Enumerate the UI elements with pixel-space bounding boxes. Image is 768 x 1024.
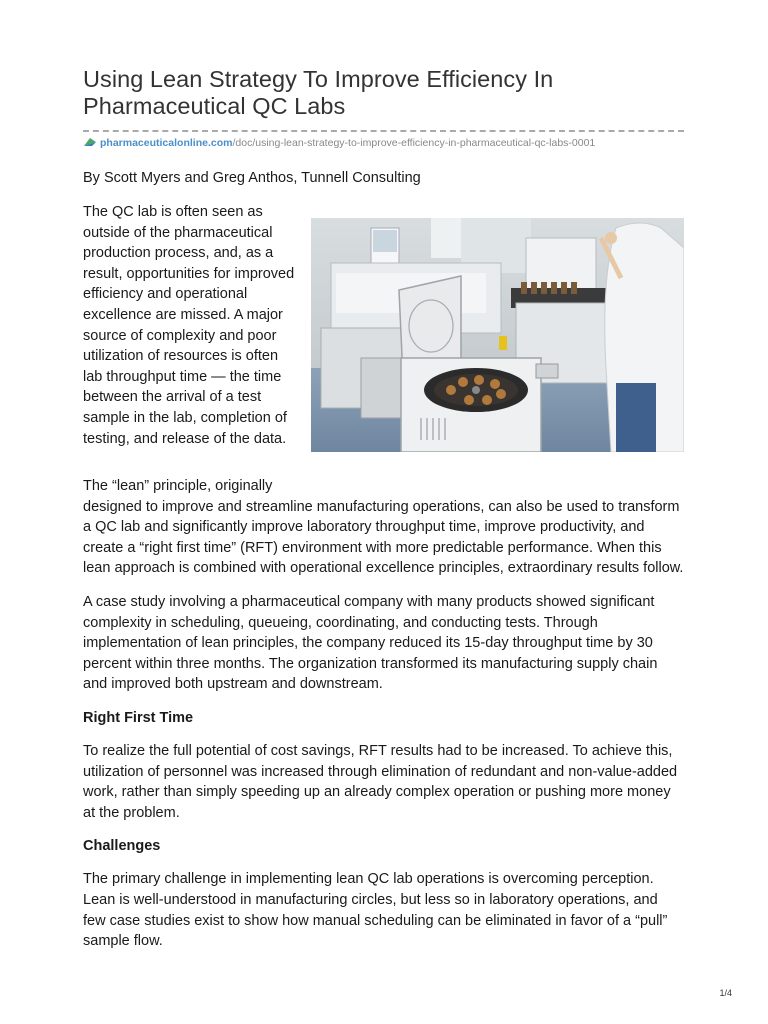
intro-section: [83, 202, 684, 464]
source-path[interactable]: /doc/using-lean-strategy-to-improve-efficiency-in-pharmaceutical-qc-labs-0001: [232, 137, 596, 149]
heading-challenges: Challenges: [83, 838, 161, 855]
article: [83, 66, 684, 952]
lean-paragraph: [83, 476, 684, 579]
lean-paragraph-rest: designed to improve and streamline manufacturing operations, can also be used to transform a QC lab and significantly improve laboratory throughput time, improve productivity, and create a “right first time” (RFT) environment with more predictable performance. When this lean approach is combined with operational excellence principles, extraordinary results follow.: [83, 498, 684, 577]
rft-paragraph: To realize the full potential of cost savings, RFT results had to be increased. To achieve this, utilization of personnel was increased through elimination of redundant and non-value-added work, rather than simply speeding up an already complex operation or pushing more money at the problem.: [83, 742, 678, 821]
page-number: 1/4: [719, 988, 732, 998]
title-divider: [83, 130, 684, 132]
lean-paragraph-first-line: The “lean” principle, originally: [83, 478, 273, 494]
byline: By Scott Myers and Greg Anthos, Tunnell Consulting: [83, 170, 421, 186]
source-line[interactable]: [83, 136, 684, 150]
pharmaceuticalonline-logo-icon: [83, 137, 97, 147]
lab-centrifuge-photo: [311, 218, 684, 452]
case-study-paragraph: A case study involving a pharmaceutical company with many products showed significant complexity in scheduling, queueing, coordinating, and conducting tests. Through implementation of lean principles, the company reduced its 15-day throughput time by 30 percent within three months. The organization transformed its manufacturing supply chain and improved both upstream and downstream.: [83, 593, 658, 693]
heading-right-first-time: Right First Time: [83, 709, 194, 726]
challenges-paragraph: The primary challenge in implementing lean QC lab operations is overcoming perception. Lean is well-understood in manufacturing circles, but less so in laboratory operations, and few case studies exist to show how manual scheduling can be eliminated in favor of a “pull” sample flow.: [83, 871, 668, 950]
source-domain[interactable]: pharmaceuticalonline.com: [100, 137, 233, 149]
article-title: Using Lean Strategy To Improve Efficiency In Pharmaceutical QC Labs: [83, 66, 554, 119]
intro-paragraph: The QC lab is often seen as outside of the pharmaceutical production process, and, as a result, opportunities for improved efficiency and operational excellence are missed. A major source of complexity and poor utilization of resources is often lab throughput time — the time between the arrival of a test sample in the lab, completion of testing, and release of the data.: [83, 204, 295, 447]
